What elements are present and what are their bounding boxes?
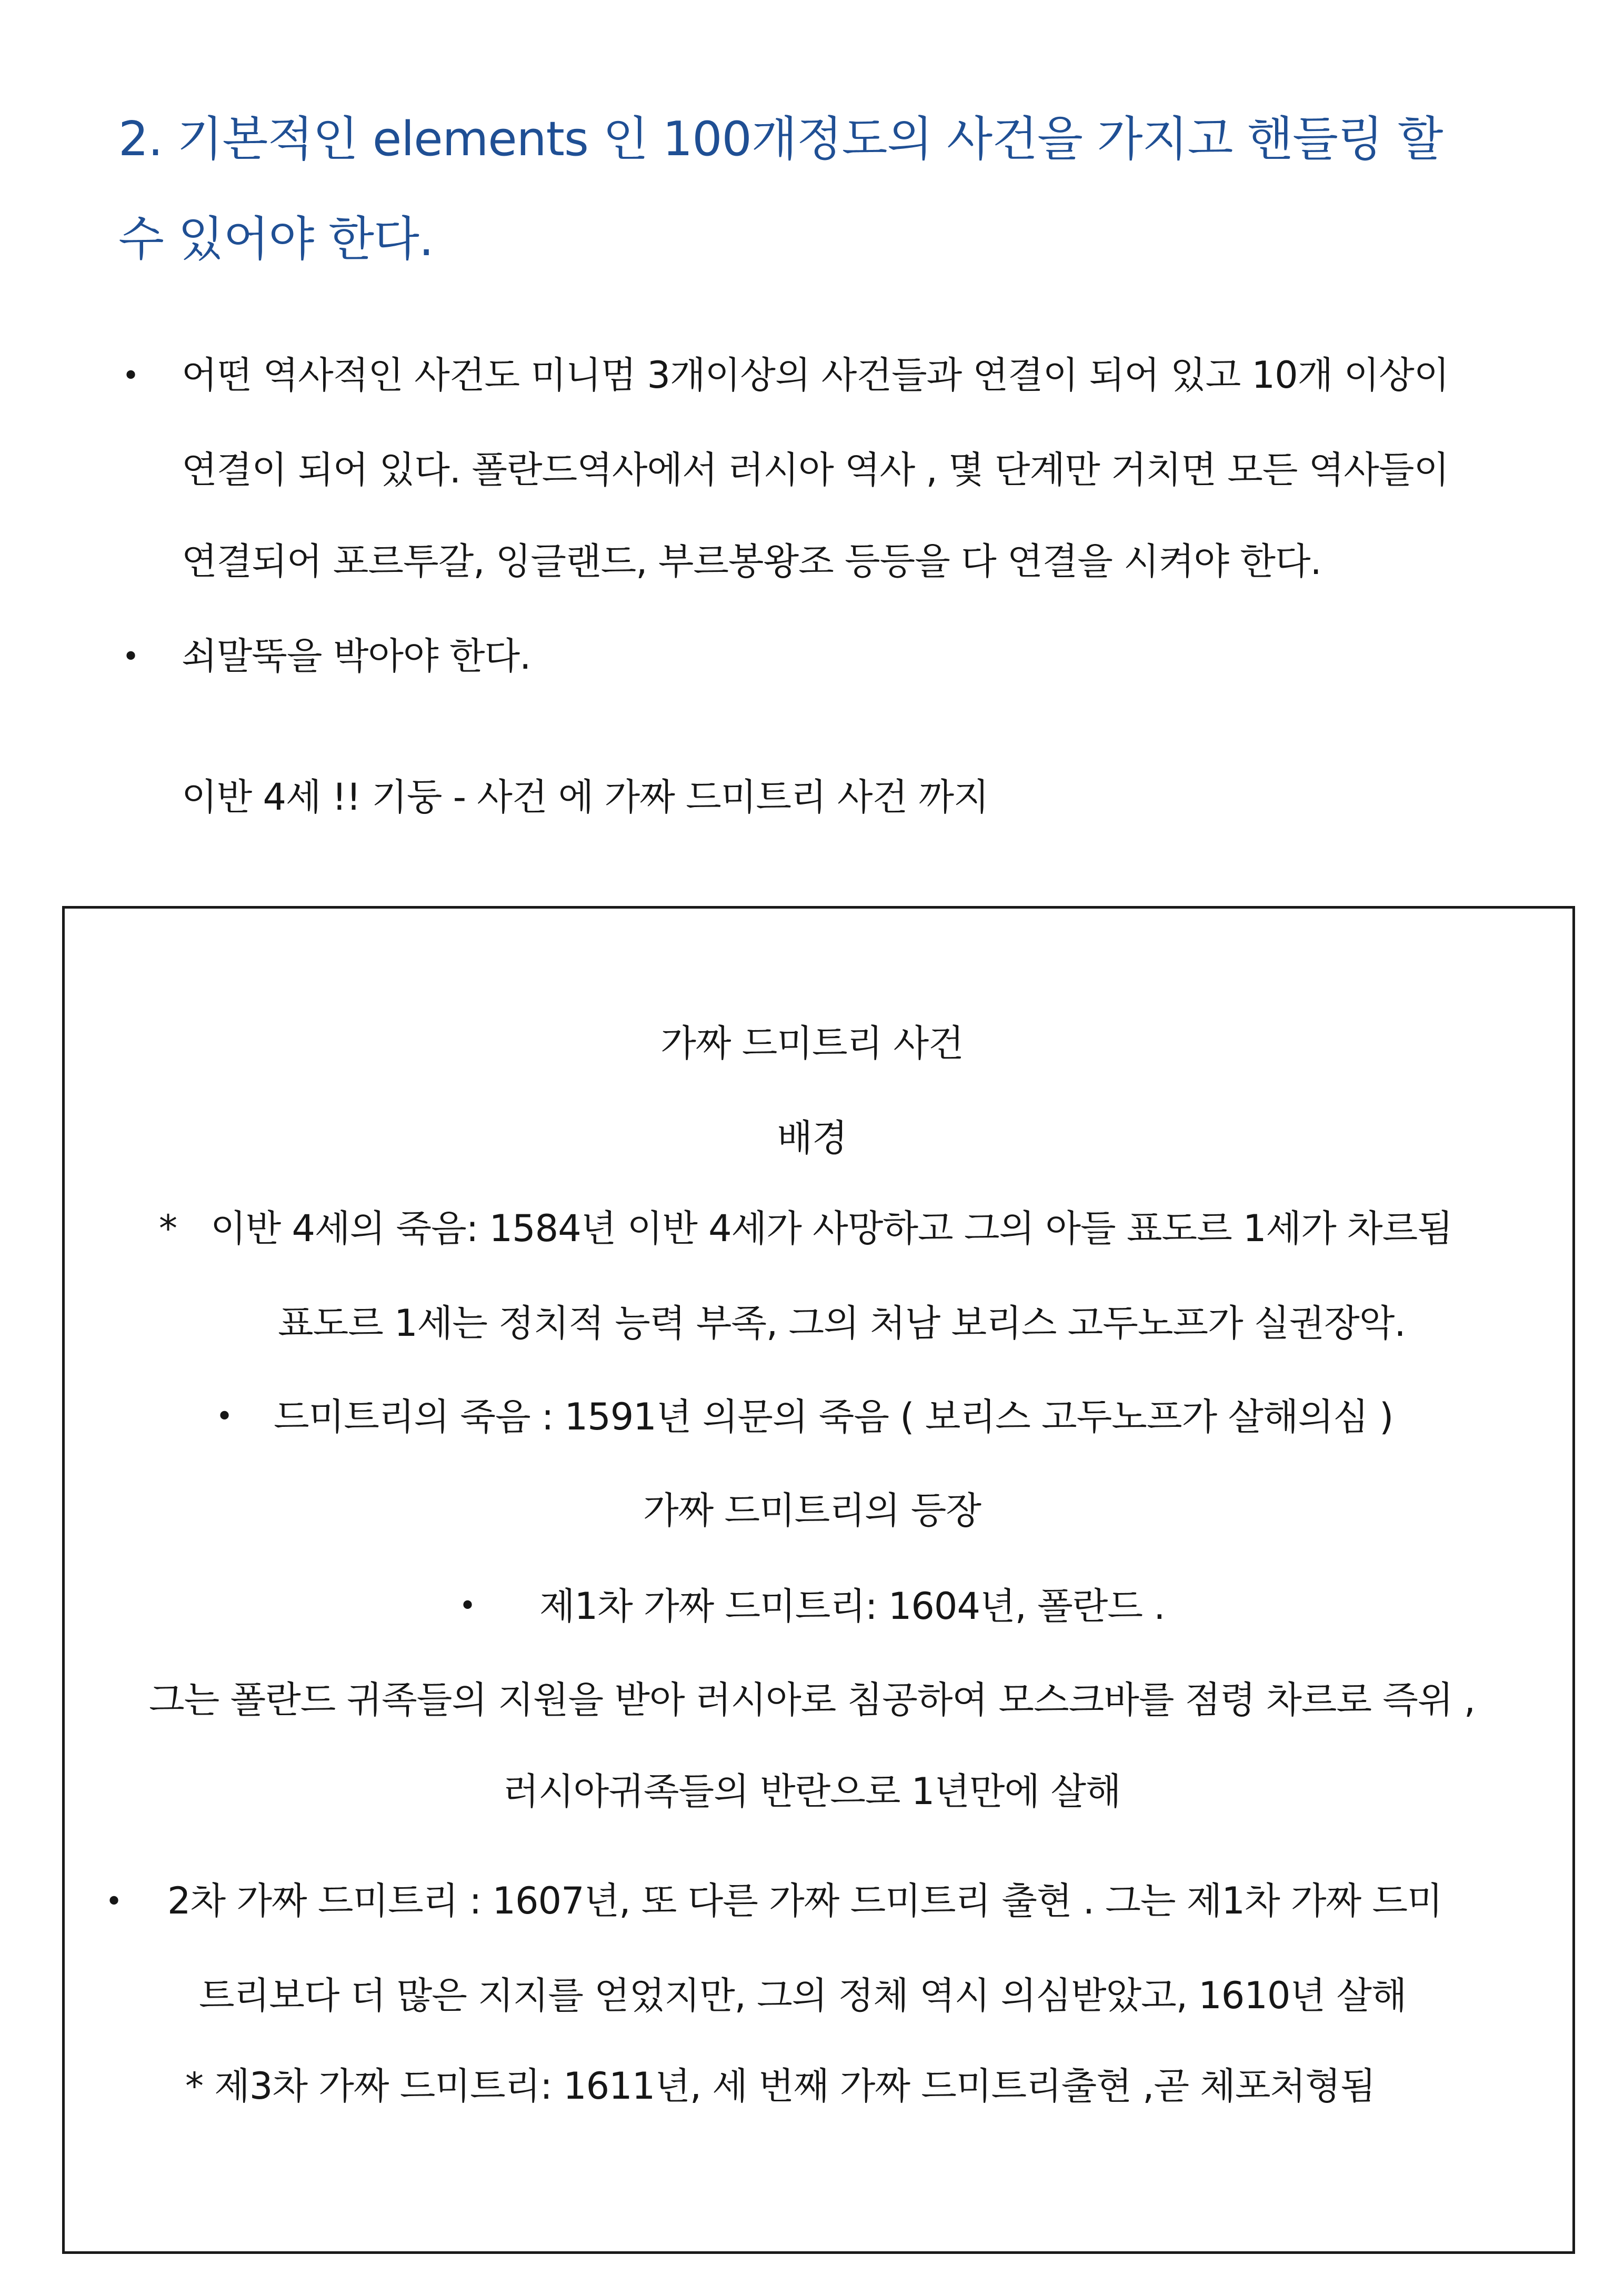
bullet-1-line-3: 연결되어 포르투갈, 잉글랜드, 부르봉왕조 등등을 다 연결을 시켜야 한다. xyxy=(182,540,1321,583)
box-title: 가짜 드미트리 사건 xyxy=(660,1022,964,1065)
bullet-1-line-2: 연결이 되어 있다. 폴란드역사에서 러시아 역사 , 몇 단계만 거치면 모든 역사들이 xyxy=(182,448,1449,491)
dmitry-event-box xyxy=(62,906,1575,2254)
ivan-death-line-2: 표도르 1세는 정치적 능력 부족, 그의 처남 보리스 고두노프가 실권장악. xyxy=(278,1302,1406,1345)
first-detail-line-1: 그는 폴란드 귀족들의 지원을 받아 러시아로 침공하여 모스크바를 점령 차르로 즉위 , xyxy=(148,1678,1476,1721)
second-fake-line-2: 트리보다 더 많은 지지를 얻었지만, 그의 정체 역시 의심받았고, 1610년 살해 xyxy=(199,1974,1407,2017)
bullet-2-text: 쇠말뚝을 박아야 한다. xyxy=(182,635,531,678)
second-fake-line-1: 2차 가짜 드미트리 : 1607년, 또 다른 가짜 드미트리 출현 . 그는 제1차 가짜 드미 xyxy=(167,1879,1442,1922)
ivan-death-line-1: 이반 4세의 죽음: 1584년 이반 4세가 사망하고 그의 아들 표도르 1세가 차르됨 xyxy=(210,1207,1452,1250)
bullet-marker-first: • xyxy=(459,1589,477,1623)
bullet-marker-dmitry: • xyxy=(216,1399,234,1434)
section-heading xyxy=(118,89,1539,289)
dmitry-death: 드미트리의 죽음 : 1591년 의문의 죽음 ( 보리스 고두노프가 살해의심 ) xyxy=(274,1395,1394,1438)
bullet-marker-second: • xyxy=(105,1885,123,1919)
section-background: 배경 xyxy=(777,1116,847,1160)
bullet-marker-1: • xyxy=(122,359,140,393)
bullet-1-line-1: 어떤 역사적인 사건도 미니멈 3개이상의 사건들과 연결이 되어 있고 10개 이상이 xyxy=(182,354,1449,397)
first-fake-dmitry: 제1차 가짜 드미트리: 1604년, 폴란드 . xyxy=(539,1585,1165,1628)
third-fake-dmitry: * 제3차 가짜 드미트리: 1611년, 세 번째 가짜 드미트리출현 ,곧 체포처형됨 xyxy=(185,2065,1376,2108)
heading-line-2: 수 있어야 한다. xyxy=(118,212,434,267)
first-detail-line-2: 러시아귀족들의 반란으로 1년만에 살해 xyxy=(503,1770,1121,1813)
section-appearance: 가짜 드미트리의 등장 xyxy=(643,1489,981,1532)
bullet-marker-2: • xyxy=(122,640,140,674)
heading-line-1: 2. 기본적인 elements 인 100개정도의 사건을 가지고 핸들링 할 xyxy=(118,112,1443,167)
note-text: 이반 4세 !! 기둥 - 사건 에 가짜 드미트리 사건 까지 xyxy=(182,776,989,819)
star-marker-1: * xyxy=(159,1207,177,1250)
